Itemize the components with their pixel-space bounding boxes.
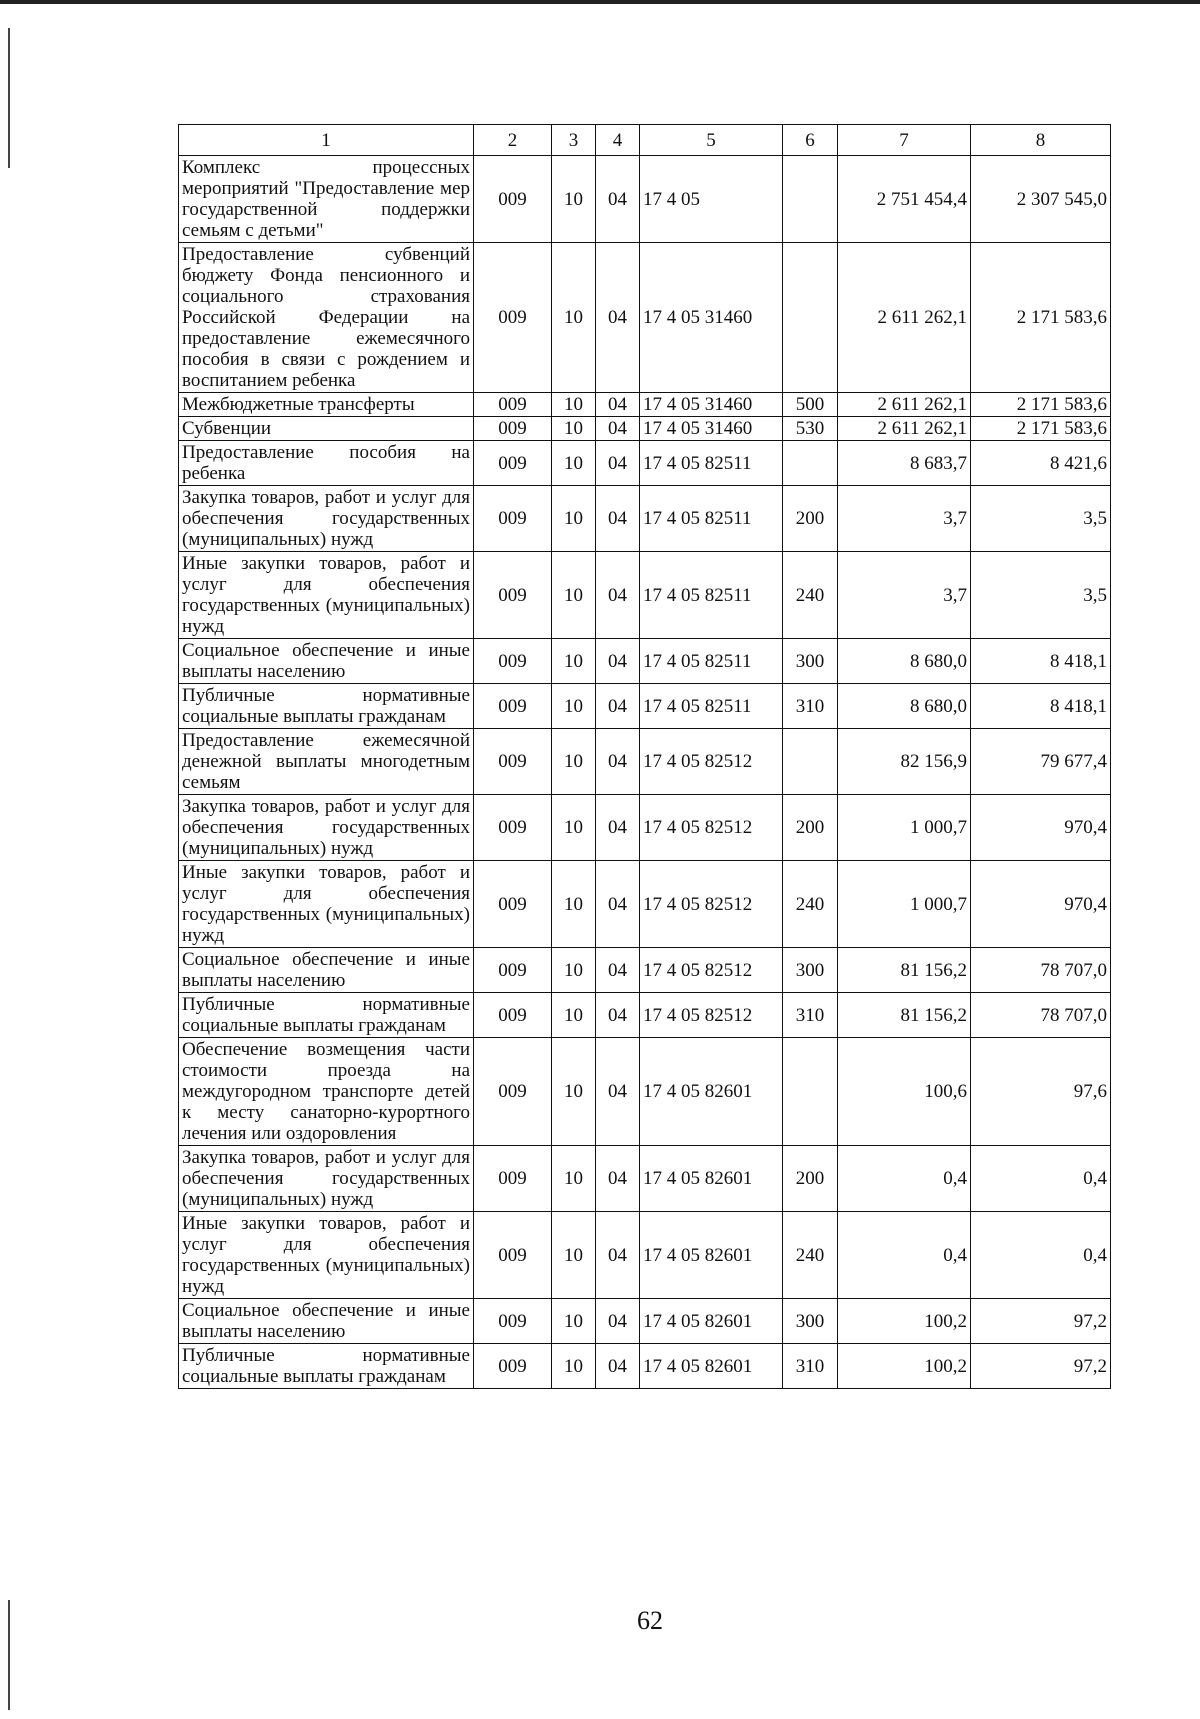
cell-target-article: 17 4 05 82512: [640, 861, 783, 948]
cell-amount-col7: 2 611 262,1: [838, 417, 971, 441]
cell-name: Иные закупки товаров, работ и услуг для обеспечения государственных (муниципальных) нужд: [179, 1212, 474, 1299]
cell-amount-col8: 0,4: [971, 1212, 1111, 1299]
cell-section: 10: [552, 1038, 596, 1146]
cell-name: Комплекс процессных мероприятий "Предоставление мер государственной поддержки семьям с детьми": [179, 156, 474, 243]
cell-admin-code: 009: [474, 795, 552, 861]
cell-amount-col8: 97,2: [971, 1299, 1111, 1344]
cell-amount-col7: 1 000,7: [838, 795, 971, 861]
cell-amount-col7: 2 611 262,1: [838, 393, 971, 417]
cell-subsection: 04: [596, 729, 640, 795]
cell-amount-col7: 8 683,7: [838, 441, 971, 486]
cell-admin-code: 009: [474, 1299, 552, 1344]
table-row: [179, 417, 1111, 441]
cell-subsection: 04: [596, 861, 640, 948]
table-row: [179, 1146, 1111, 1212]
column-header: 3: [552, 125, 596, 156]
cell-admin-code: 009: [474, 729, 552, 795]
column-header: 1: [179, 125, 474, 156]
cell-section: 10: [552, 417, 596, 441]
scan-top-edge: [0, 0, 1200, 4]
table-row: [179, 486, 1111, 552]
cell-expense-type: 500: [783, 393, 838, 417]
cell-amount-col7: 100,2: [838, 1344, 971, 1389]
cell-subsection: 04: [596, 795, 640, 861]
column-header: 6: [783, 125, 838, 156]
cell-target-article: 17 4 05 82511: [640, 486, 783, 552]
cell-amount-col7: 8 680,0: [838, 639, 971, 684]
cell-section: 10: [552, 684, 596, 729]
cell-subsection: 04: [596, 417, 640, 441]
cell-admin-code: 009: [474, 1344, 552, 1389]
cell-expense-type: [783, 243, 838, 393]
cell-admin-code: 009: [474, 552, 552, 639]
cell-name: Предоставление пособия на ребенка: [179, 441, 474, 486]
cell-section: 10: [552, 729, 596, 795]
cell-expense-type: 200: [783, 1146, 838, 1212]
cell-subsection: 04: [596, 1212, 640, 1299]
table-row: [179, 993, 1111, 1038]
cell-section: 10: [552, 552, 596, 639]
cell-amount-col7: 0,4: [838, 1146, 971, 1212]
cell-expense-type: 200: [783, 486, 838, 552]
cell-expense-type: [783, 729, 838, 795]
cell-admin-code: 009: [474, 393, 552, 417]
cell-subsection: 04: [596, 1299, 640, 1344]
cell-admin-code: 009: [474, 684, 552, 729]
cell-name: Предоставление субвенций бюджету Фонда пенсионного и социального страхования Российской Федерации на предоставление ежемесячного пособия в связи с рождением и воспитанием ребенка: [179, 243, 474, 393]
cell-amount-col7: 8 680,0: [838, 684, 971, 729]
cell-amount-col7: 100,2: [838, 1299, 971, 1344]
cell-admin-code: 009: [474, 993, 552, 1038]
cell-admin-code: 009: [474, 861, 552, 948]
cell-target-article: 17 4 05 82511: [640, 552, 783, 639]
table-row: [179, 1038, 1111, 1146]
table-row: [179, 684, 1111, 729]
cell-expense-type: 240: [783, 1212, 838, 1299]
cell-expense-type: [783, 1038, 838, 1146]
cell-target-article: 17 4 05 82601: [640, 1038, 783, 1146]
cell-target-article: 17 4 05 82512: [640, 795, 783, 861]
cell-section: 10: [552, 1299, 596, 1344]
cell-amount-col8: 2 307 545,0: [971, 156, 1111, 243]
cell-amount-col8: 78 707,0: [971, 948, 1111, 993]
cell-admin-code: 009: [474, 1146, 552, 1212]
cell-expense-type: [783, 156, 838, 243]
cell-subsection: 04: [596, 948, 640, 993]
cell-section: 10: [552, 993, 596, 1038]
cell-target-article: 17 4 05 31460: [640, 393, 783, 417]
cell-amount-col8: 3,5: [971, 486, 1111, 552]
cell-name: Предоставление ежемесячной денежной выплаты многодетным семьям: [179, 729, 474, 795]
cell-amount-col7: 3,7: [838, 552, 971, 639]
page-number: 62: [637, 1606, 663, 1635]
cell-amount-col7: 81 156,2: [838, 948, 971, 993]
budget-table: [178, 124, 1111, 1389]
cell-amount-col8: 2 171 583,6: [971, 393, 1111, 417]
cell-target-article: 17 4 05 82601: [640, 1344, 783, 1389]
cell-amount-col7: 2 751 454,4: [838, 156, 971, 243]
cell-target-article: 17 4 05 82512: [640, 993, 783, 1038]
cell-name: Социальное обеспечение и иные выплаты населению: [179, 1299, 474, 1344]
cell-section: 10: [552, 1212, 596, 1299]
cell-section: 10: [552, 393, 596, 417]
cell-expense-type: 530: [783, 417, 838, 441]
cell-target-article: 17 4 05 82601: [640, 1146, 783, 1212]
cell-amount-col8: 2 171 583,6: [971, 243, 1111, 393]
cell-admin-code: 009: [474, 639, 552, 684]
cell-amount-col8: 8 418,1: [971, 684, 1111, 729]
cell-amount-col7: 0,4: [838, 1212, 971, 1299]
cell-amount-col8: 97,2: [971, 1344, 1111, 1389]
cell-target-article: 17 4 05: [640, 156, 783, 243]
cell-admin-code: 009: [474, 156, 552, 243]
column-header: 4: [596, 125, 640, 156]
table-row: [179, 1299, 1111, 1344]
cell-target-article: 17 4 05 82512: [640, 729, 783, 795]
cell-subsection: 04: [596, 684, 640, 729]
cell-target-article: 17 4 05 82511: [640, 684, 783, 729]
cell-amount-col8: 0,4: [971, 1146, 1111, 1212]
cell-amount-col8: 970,4: [971, 795, 1111, 861]
cell-admin-code: 009: [474, 243, 552, 393]
cell-expense-type: 200: [783, 795, 838, 861]
cell-section: 10: [552, 948, 596, 993]
cell-name: Закупка товаров, работ и услуг для обеспечения государственных (муниципальных) нужд: [179, 795, 474, 861]
column-header: 8: [971, 125, 1111, 156]
cell-expense-type: 300: [783, 948, 838, 993]
cell-subsection: 04: [596, 1038, 640, 1146]
cell-amount-col8: 79 677,4: [971, 729, 1111, 795]
cell-admin-code: 009: [474, 417, 552, 441]
column-header: 2: [474, 125, 552, 156]
table-row: [179, 639, 1111, 684]
cell-section: 10: [552, 795, 596, 861]
cell-target-article: 17 4 05 82601: [640, 1212, 783, 1299]
cell-name: Публичные нормативные социальные выплаты гражданам: [179, 1344, 474, 1389]
cell-subsection: 04: [596, 393, 640, 417]
cell-amount-col7: 100,6: [838, 1038, 971, 1146]
cell-admin-code: 009: [474, 948, 552, 993]
cell-target-article: 17 4 05 31460: [640, 243, 783, 393]
column-header: 5: [640, 125, 783, 156]
cell-expense-type: 240: [783, 861, 838, 948]
table-row: [179, 861, 1111, 948]
cell-section: 10: [552, 861, 596, 948]
cell-section: 10: [552, 1344, 596, 1389]
cell-subsection: 04: [596, 993, 640, 1038]
cell-name: Публичные нормативные социальные выплаты гражданам: [179, 684, 474, 729]
table-row: [179, 1344, 1111, 1389]
table-row: [179, 948, 1111, 993]
cell-expense-type: 300: [783, 639, 838, 684]
cell-subsection: 04: [596, 639, 640, 684]
table-row: [179, 156, 1111, 243]
scan-left-edge: [8, 28, 10, 168]
cell-section: 10: [552, 243, 596, 393]
cell-subsection: 04: [596, 156, 640, 243]
cell-amount-col8: 970,4: [971, 861, 1111, 948]
cell-expense-type: 310: [783, 1344, 838, 1389]
cell-name: Межбюджетные трансферты: [179, 393, 474, 417]
cell-name: Субвенции: [179, 417, 474, 441]
cell-expense-type: 300: [783, 1299, 838, 1344]
cell-expense-type: [783, 441, 838, 486]
cell-name: Иные закупки товаров, работ и услуг для обеспечения государственных (муниципальных) нужд: [179, 552, 474, 639]
table-body: [179, 156, 1111, 1389]
cell-name: Иные закупки товаров, работ и услуг для обеспечения государственных (муниципальных) нужд: [179, 861, 474, 948]
table-row: [179, 1212, 1111, 1299]
cell-amount-col7: 3,7: [838, 486, 971, 552]
cell-subsection: 04: [596, 552, 640, 639]
cell-subsection: 04: [596, 486, 640, 552]
cell-expense-type: 310: [783, 993, 838, 1038]
table-row: [179, 393, 1111, 417]
scan-left-edge-lower: [8, 1600, 10, 1710]
table-row: [179, 552, 1111, 639]
table-row: [179, 729, 1111, 795]
cell-target-article: 17 4 05 31460: [640, 417, 783, 441]
cell-admin-code: 009: [474, 1212, 552, 1299]
cell-target-article: 17 4 05 82511: [640, 441, 783, 486]
cell-amount-col8: 8 421,6: [971, 441, 1111, 486]
table-header-row: [179, 125, 1111, 156]
cell-subsection: 04: [596, 1146, 640, 1212]
cell-name: Закупка товаров, работ и услуг для обеспечения государственных (муниципальных) нужд: [179, 486, 474, 552]
cell-amount-col8: 2 171 583,6: [971, 417, 1111, 441]
cell-amount-col7: 2 611 262,1: [838, 243, 971, 393]
cell-section: 10: [552, 486, 596, 552]
cell-name: Закупка товаров, работ и услуг для обеспечения государственных (муниципальных) нужд: [179, 1146, 474, 1212]
cell-section: 10: [552, 156, 596, 243]
cell-name: Социальное обеспечение и иные выплаты населению: [179, 639, 474, 684]
cell-subsection: 04: [596, 243, 640, 393]
cell-amount-col7: 1 000,7: [838, 861, 971, 948]
cell-target-article: 17 4 05 82601: [640, 1299, 783, 1344]
cell-name: Обеспечение возмещения части стоимости проезда на междугородном транспорте детей к месту санаторно-курортного лечения или оздоровления: [179, 1038, 474, 1146]
cell-amount-col8: 78 707,0: [971, 993, 1111, 1038]
cell-amount-col7: 82 156,9: [838, 729, 971, 795]
cell-amount-col7: 81 156,2: [838, 993, 971, 1038]
cell-name: Социальное обеспечение и иные выплаты населению: [179, 948, 474, 993]
table-row: [179, 243, 1111, 393]
cell-admin-code: 009: [474, 1038, 552, 1146]
cell-section: 10: [552, 441, 596, 486]
cell-expense-type: 240: [783, 552, 838, 639]
cell-subsection: 04: [596, 441, 640, 486]
cell-amount-col8: 8 418,1: [971, 639, 1111, 684]
cell-section: 10: [552, 639, 596, 684]
cell-admin-code: 009: [474, 441, 552, 486]
cell-section: 10: [552, 1146, 596, 1212]
cell-amount-col8: 97,6: [971, 1038, 1111, 1146]
cell-expense-type: 310: [783, 684, 838, 729]
cell-subsection: 04: [596, 1344, 640, 1389]
table-row: [179, 441, 1111, 486]
cell-name: Публичные нормативные социальные выплаты гражданам: [179, 993, 474, 1038]
cell-admin-code: 009: [474, 486, 552, 552]
column-header: 7: [838, 125, 971, 156]
cell-amount-col8: 3,5: [971, 552, 1111, 639]
table-row: [179, 795, 1111, 861]
cell-target-article: 17 4 05 82512: [640, 948, 783, 993]
cell-target-article: 17 4 05 82511: [640, 639, 783, 684]
